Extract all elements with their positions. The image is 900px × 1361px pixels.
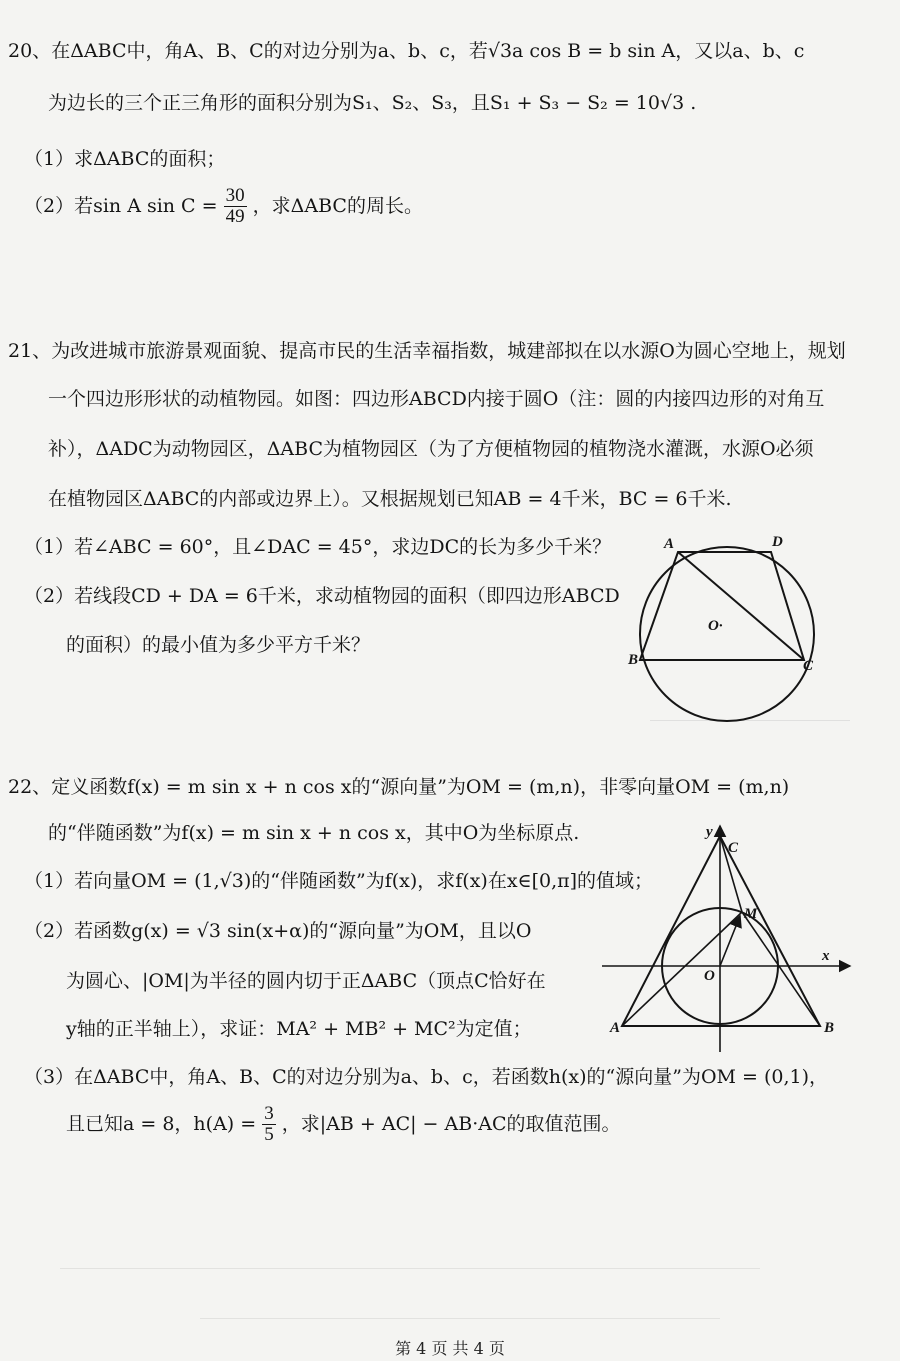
fraction-3-5 (262, 1104, 276, 1145)
problem22-part3-line2 (66, 1104, 621, 1145)
problem22-part3-line1: （3）在ΔABC中，角A、B、C的对边分别为a、b、c，若函数h(x)的“源向量”为OM = (0,1)， (24, 1066, 829, 1088)
problem20-line1 (8, 40, 804, 63)
problem22-part2-line3: y轴的正半轴上），求证：MA² + MB² + MC²为定值； (66, 1018, 532, 1040)
problem22-text1: 定义函数f(x) = m sin x + n cos x的“源向量”为OM = (m,n)，非零向量OM = (m,n) (51, 776, 790, 798)
problem22-part2-line2: 为圆心、|OM|为半径的圆内切于正ΔABC（顶点C恰好在 (66, 970, 546, 992)
problem20-text1: 在ΔABC中，角A、B、C的对边分别为a、b、c，若√3a cos B = b sin A，又以a、b、c (51, 40, 805, 62)
problem21-line1 (8, 340, 846, 363)
problem20-part2-suffix: ，求ΔABC的周长。 (252, 195, 423, 218)
label-o: O (704, 968, 715, 984)
problem20-part2 (24, 186, 423, 227)
problem22-part1: （1）若向量OM = (1,√3)的“伴随函数”为f(x)，求f(x)在x∈[0,π]的值域； (24, 870, 654, 892)
problem21-line2: 一个四边形形状的动植物园。如图：四边形ABCD内接于圆O（注：圆的内接四边形的对角互 (48, 388, 825, 410)
problem22-part2-line1: （2）若函数g(x) = √3 sin(x+α)的“源向量”为OM，且以O (24, 920, 532, 942)
problem21-line3: 补），ΔADC为动物园区，ΔABC为植物园区（为了方便植物园的植物浇水灌溉，水源O必须 (48, 438, 814, 460)
label-m: M (744, 906, 758, 922)
quadrilateral-abcd (640, 552, 804, 660)
label-c: C (728, 840, 739, 856)
fraction-numerator: 3 (264, 1103, 274, 1124)
segment-mb (742, 912, 820, 1026)
problem21-number: 21、 (8, 340, 52, 362)
problem20-part1: （1）求ΔABC的面积； (24, 148, 226, 170)
page-footer: 第 4 页 共 4 页 (395, 1339, 505, 1358)
problem20-part2-prefix: （2）若sin A sin C = (24, 195, 218, 218)
problem21-part1: （1）若∠ABC = 60°，且∠DAC = 45°，求边DC的长为多少千米？ (24, 536, 612, 558)
fraction-denominator: 5 (264, 1123, 274, 1145)
problem20-line2: 为边长的三个正三角形的面积分别为S₁、S₂、S₃，且S₁ + S₃ − S₂ = 10√3 . (48, 92, 697, 114)
fraction-denominator: 49 (225, 205, 245, 227)
label-b: B (824, 1020, 835, 1036)
problem22-line2: 的“伴随函数”为f(x) = m sin x + n cos x，其中O为坐标原点. (48, 822, 580, 844)
problem22-number: 22、 (8, 776, 52, 798)
label-c: C (803, 658, 814, 674)
label-b: B (628, 652, 639, 668)
problem21-part2-line2: 的面积）的最小值为多少平方千米？ (66, 634, 371, 656)
problem20-number: 20、 (8, 40, 52, 62)
fraction-numerator: 30 (225, 185, 245, 206)
problem22-part3-prefix: 且已知a = 8，h(A) = (66, 1113, 257, 1136)
problem21-text1: 为改进城市旅游景观面貌、提高市民的生活幸福指数，城建部拟在以水源O为圆心空地上，规划 (51, 340, 846, 362)
problem22-part3-suffix: ，求|AB + AC| − AB·AC的取值范围。 (281, 1113, 621, 1136)
label-a: A (610, 1020, 621, 1036)
problem21-part2-line1: （2）若线段CD + DA = 6千米，求动植物园的面积（即四边形ABCD (24, 585, 620, 607)
cyclic-quadrilateral-figure (620, 528, 840, 728)
label-d: D (772, 534, 783, 550)
problem22-line1 (8, 776, 789, 799)
bleed-through-mark (60, 1250, 760, 1269)
circle-o (640, 547, 814, 721)
label-x: x (822, 948, 830, 964)
bleed-through-mark (200, 1300, 720, 1319)
incircle-triangle-figure (600, 820, 860, 1060)
label-o: O· (708, 618, 723, 634)
problem21-line4: 在植物园区ΔABC的内部或边界上）。又根据规划已知AB = 4千米，BC = 6千米. (48, 488, 732, 510)
label-y: y (706, 824, 713, 840)
fraction-30-49 (224, 186, 247, 227)
label-a: A (664, 536, 675, 552)
